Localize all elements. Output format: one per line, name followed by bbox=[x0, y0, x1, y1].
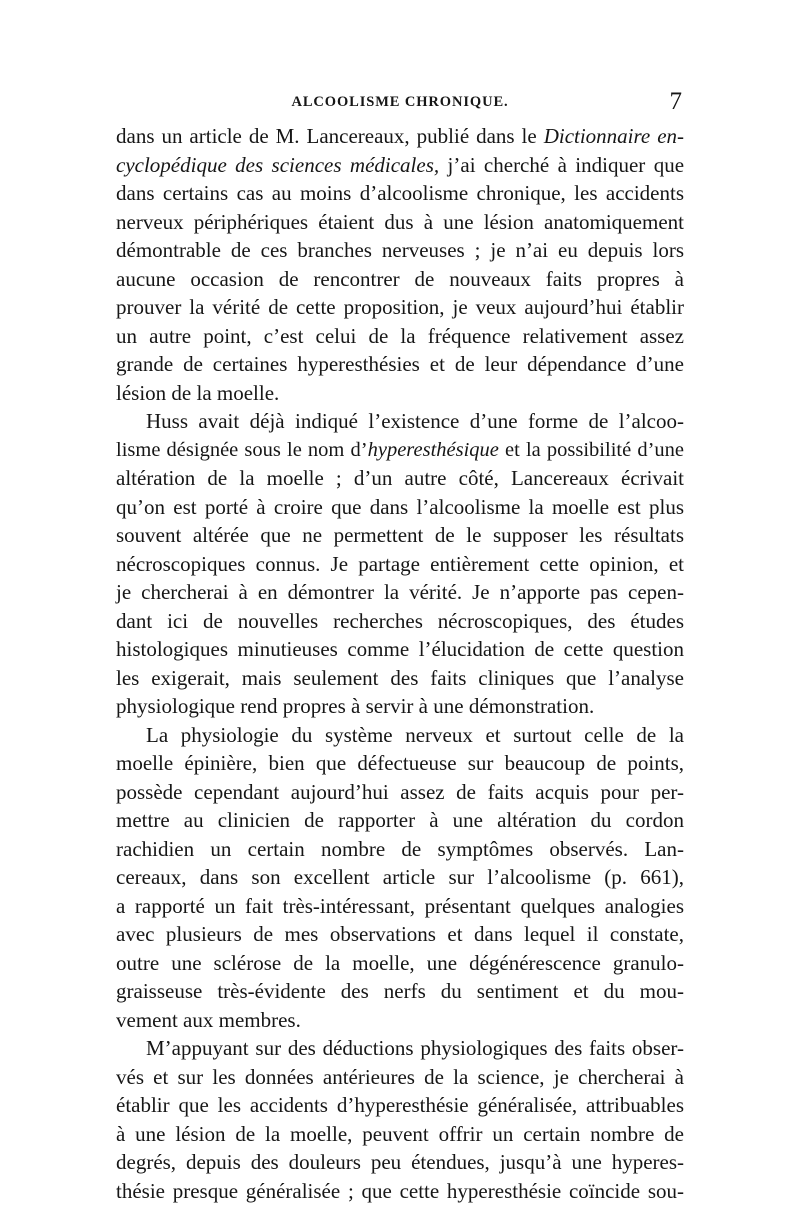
text-line: possède cependant aujourd’hui assez de faits acquis pour per- bbox=[116, 779, 684, 804]
body-text bbox=[116, 122, 684, 1205]
text-line: nerveux périphériques étaient dus à une lésion anatomiquement bbox=[116, 209, 684, 234]
italic-term: hyperesthésique bbox=[367, 438, 499, 461]
paragraph-start-line: La physiologie du système nerveux et surtout celle de la bbox=[146, 722, 684, 747]
text-line: prouver la vérité de cette proposition, je veux aujourd’hui établir bbox=[116, 295, 684, 319]
text-line: cereaux, dans son excellent article sur l’alcoolisme (p. 661), bbox=[116, 865, 684, 889]
text-line: aucune occasion de rencontrer de nouveaux faits propres à bbox=[116, 266, 684, 291]
text-line: vement aux membres. bbox=[116, 1007, 301, 1032]
paragraph-start-line: M’appuyant sur des déductions physiologiques des faits obser- bbox=[146, 1036, 684, 1060]
text-line: outre une sclérose de la moelle, une dégénérescence granulo- bbox=[116, 950, 684, 975]
text-segment: lisme désignée sous le nom d’ bbox=[116, 438, 368, 461]
text-line: rachidien un certain nombre de symptômes observés. Lan- bbox=[116, 836, 684, 861]
text-line: lésion de la moelle. bbox=[116, 380, 280, 405]
text-line bbox=[116, 436, 684, 465]
italic-title: cyclopédique des sciences médicales, bbox=[116, 152, 440, 177]
text-line: les exigerait, mais seulement des faits cliniques que l’analyse bbox=[116, 665, 684, 690]
page-number: 7 bbox=[669, 88, 682, 115]
text-line: physiologique rend propres à servir à une démonstration. bbox=[116, 694, 595, 718]
text-line: à une lésion de la moelle, peuvent offrir un certain nombre de bbox=[116, 1121, 684, 1146]
text-line: avec plusieurs de mes observations et dans lequel il constate, bbox=[116, 922, 684, 946]
text-line: je chercherai à en démontrer la vérité. Je n’apporte pas cepen- bbox=[116, 580, 684, 604]
text-line: mettre au clinicien de rapporter à une altération du cordon bbox=[116, 808, 684, 832]
text-segment: dans un article de M. Lancereaux, publié dans le bbox=[116, 124, 537, 148]
text-line: grande de certaines hyperesthésies et de leur dépendance d’une bbox=[116, 352, 684, 376]
running-title: ALCOOLISME CHRONIQUE. bbox=[291, 94, 509, 110]
text-segment: j’ai cherché à indiquer que bbox=[447, 152, 685, 177]
text-line: nécroscopiques connus. Je partage entièrement cette opinion, et bbox=[116, 551, 684, 576]
text-line: démontrable de ces branches nerveuses ; je n’ai eu depuis lors bbox=[116, 238, 684, 262]
text-line: un autre point, c’est celui de la fréquence relativement assez bbox=[116, 323, 684, 348]
text-line: degrés, depuis des douleurs peu étendues, jusqu’à une hyperes- bbox=[116, 1150, 684, 1174]
text-line: qu’on est porté à croire que dans l’alcoolisme la moelle est plus bbox=[116, 494, 684, 519]
italic-title: Dictionnaire en- bbox=[543, 124, 685, 148]
text-line: thésie presque généralisée ; que cette hyperesthésie coïncide sou- bbox=[116, 1178, 684, 1203]
text-line: graisseuse très-évidente des nerfs du sentiment et du mou- bbox=[116, 979, 684, 1003]
text-segment: et la possibilité d’une bbox=[505, 438, 685, 461]
text-line: histologiques minutieuses comme l’élucidation de cette question bbox=[116, 637, 684, 661]
text-line: souvent altérée que ne permettent de le supposer les résultats bbox=[116, 523, 684, 547]
running-head bbox=[118, 88, 682, 118]
text-line: dant ici de nouvelles recherches nécroscopiques, des études bbox=[116, 608, 684, 633]
text-line: a rapporté un fait très-intéressant, présentant quelques analogies bbox=[116, 893, 684, 918]
text-line: établir que les accidents d’hyperesthésie généralisée, attribuables bbox=[116, 1093, 684, 1117]
paragraph-start-line: Huss avait déjà indiqué l’existence d’une forme de l’alcoo- bbox=[146, 409, 684, 433]
text-line bbox=[116, 151, 684, 180]
text-line: vés et sur les données antérieures de la science, je chercherai à bbox=[116, 1064, 684, 1089]
text-line: moelle épinière, bien que défectueuse sur beaucoup de points, bbox=[116, 751, 684, 775]
text-line: dans certains cas au moins d’alcoolisme chronique, les accidents bbox=[116, 181, 684, 205]
text-line bbox=[116, 122, 684, 151]
text-line: altération de la moelle ; d’un autre côté, Lancereaux écrivait bbox=[116, 466, 684, 490]
